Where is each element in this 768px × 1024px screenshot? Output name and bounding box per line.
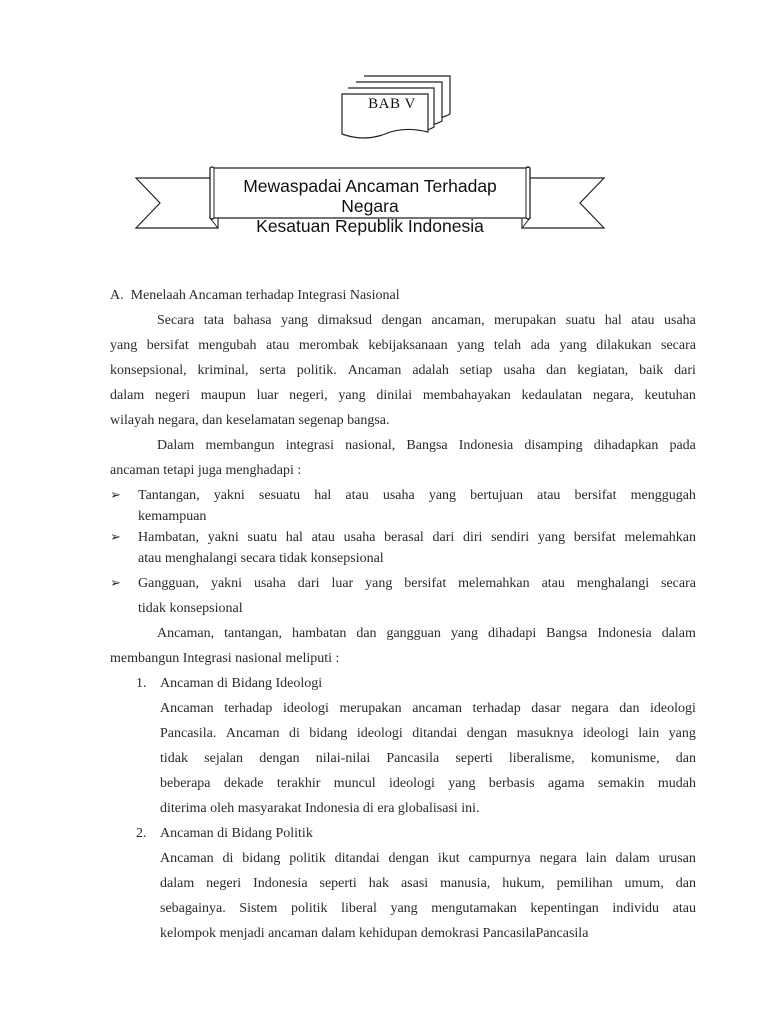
arrow-bullet-icon: ➢ bbox=[110, 488, 121, 503]
text-line: sebagainya. Sistem politik liberal yang mengutamakan kepentingan individu atau bbox=[160, 901, 696, 916]
arrow-bullet-icon: ➢ bbox=[110, 576, 121, 591]
text-line: Pancasila. Ancaman di bidang ideologi ditandai dengan masuknya ideologi lain yang bbox=[160, 726, 696, 741]
bullet-list bbox=[110, 485, 696, 621]
item-heading: Ancaman di Bidang Ideologi bbox=[160, 676, 323, 691]
text-line: diterima oleh masyarakat Indonesia di era globalisasi ini. bbox=[160, 801, 480, 816]
chapter-title bbox=[214, 176, 526, 236]
numbered-item-heading bbox=[110, 821, 696, 846]
text-line: Secara tata bahasa yang dimaksud dengan ancaman, merupakan suatu hal atau usaha bbox=[157, 313, 696, 328]
text-line: Ancaman terhadap ideologi merupakan ancaman terhadap dasar negara dan ideologi bbox=[160, 701, 696, 716]
item-body bbox=[110, 696, 696, 821]
text-line: Tantangan, yakni sesuatu hal atau usaha yang bertujuan atau bersifat menggugah bbox=[138, 488, 696, 503]
item-number: 1. bbox=[136, 676, 147, 691]
paragraph-integration bbox=[110, 433, 696, 483]
chapter-label: BAB V bbox=[368, 96, 416, 112]
chapter-badge bbox=[340, 74, 452, 140]
text-line: membangun Integrasi nasional meliputi : bbox=[110, 651, 340, 666]
text-line: tidak sejalan dengan nilai-nilai Pancasila seperti liberalisme, komunisme, dan bbox=[160, 751, 696, 766]
text-line: tidak konsepsional bbox=[138, 601, 243, 616]
text-line: Dalam membangun integrasi nasional, Bangsa Indonesia disamping dihadapkan pada bbox=[157, 438, 696, 453]
title-ribbon bbox=[134, 166, 606, 236]
text-line: Hambatan, yakni suatu hal atau usaha berasal dari diri sendiri yang bersifat melemahkan bbox=[138, 530, 696, 545]
numbered-list bbox=[110, 671, 696, 946]
list-item bbox=[110, 571, 696, 621]
text-line: kelompok menjadi ancaman dalam kehidupan demokrasi PancasilaPancasila bbox=[160, 926, 589, 941]
paragraph-definition bbox=[110, 308, 696, 433]
numbered-item-heading bbox=[110, 671, 696, 696]
text-line: dalam negeri maupun luar negeri, yang dinilai membahayakan kedaulatan negara, keutuhan bbox=[110, 388, 696, 403]
item-heading: Ancaman di Bidang Politik bbox=[160, 826, 313, 841]
section-heading bbox=[110, 283, 696, 308]
list-item bbox=[110, 485, 696, 527]
text-line: dalam negeri Indonesia seperti hak asasi manusia, hukum, pemilihan umum, dan bbox=[160, 876, 696, 891]
text-line: wilayah negara, dan keselamatan segenap bangsa. bbox=[110, 413, 390, 428]
chapter-title-line-1: Mewaspadai Ancaman Terhadap Negara bbox=[243, 176, 497, 216]
text-line: Ancaman di bidang politik ditandai dengan ikut campurnya negara lain dalam urusan bbox=[160, 851, 696, 866]
list-item bbox=[110, 527, 696, 569]
arrow-bullet-icon: ➢ bbox=[110, 530, 121, 545]
paragraph-threats-summary bbox=[110, 621, 696, 671]
text-line: Ancaman, tantangan, hambatan dan gangguan yang dihadapi Bangsa Indonesia dalam bbox=[157, 626, 696, 641]
section-title: Menelaah Ancaman terhadap Integrasi Nasional bbox=[130, 288, 400, 303]
item-body bbox=[110, 846, 696, 946]
text-line: Gangguan, yakni usaha dari luar yang bersifat melemahkan atau menghalangi secara bbox=[138, 576, 696, 591]
chapter-title-line-2: Kesatuan Republik Indonesia bbox=[256, 216, 484, 236]
text-line: beberapa dekade terakhir muncul ideologi yang berbasis agama semakin mudah bbox=[160, 776, 696, 791]
text-line: atau menghalangi secara tidak konsepsional bbox=[138, 551, 384, 566]
text-line: kemampuan bbox=[138, 509, 207, 524]
item-number: 2. bbox=[136, 826, 147, 841]
text-line: konsepsional, kriminal, serta politik. Ancaman adalah setiap usaha dan kegiatan, baik dari bbox=[110, 363, 696, 378]
text-line: yang bersifat mengubah atau merombak kebijaksanaan yang telah ada yang dilakukan secara bbox=[110, 338, 696, 353]
document-body bbox=[110, 283, 696, 946]
section-label: A. bbox=[110, 288, 124, 303]
text-line: ancaman tetapi juga menghadapi : bbox=[110, 463, 302, 478]
